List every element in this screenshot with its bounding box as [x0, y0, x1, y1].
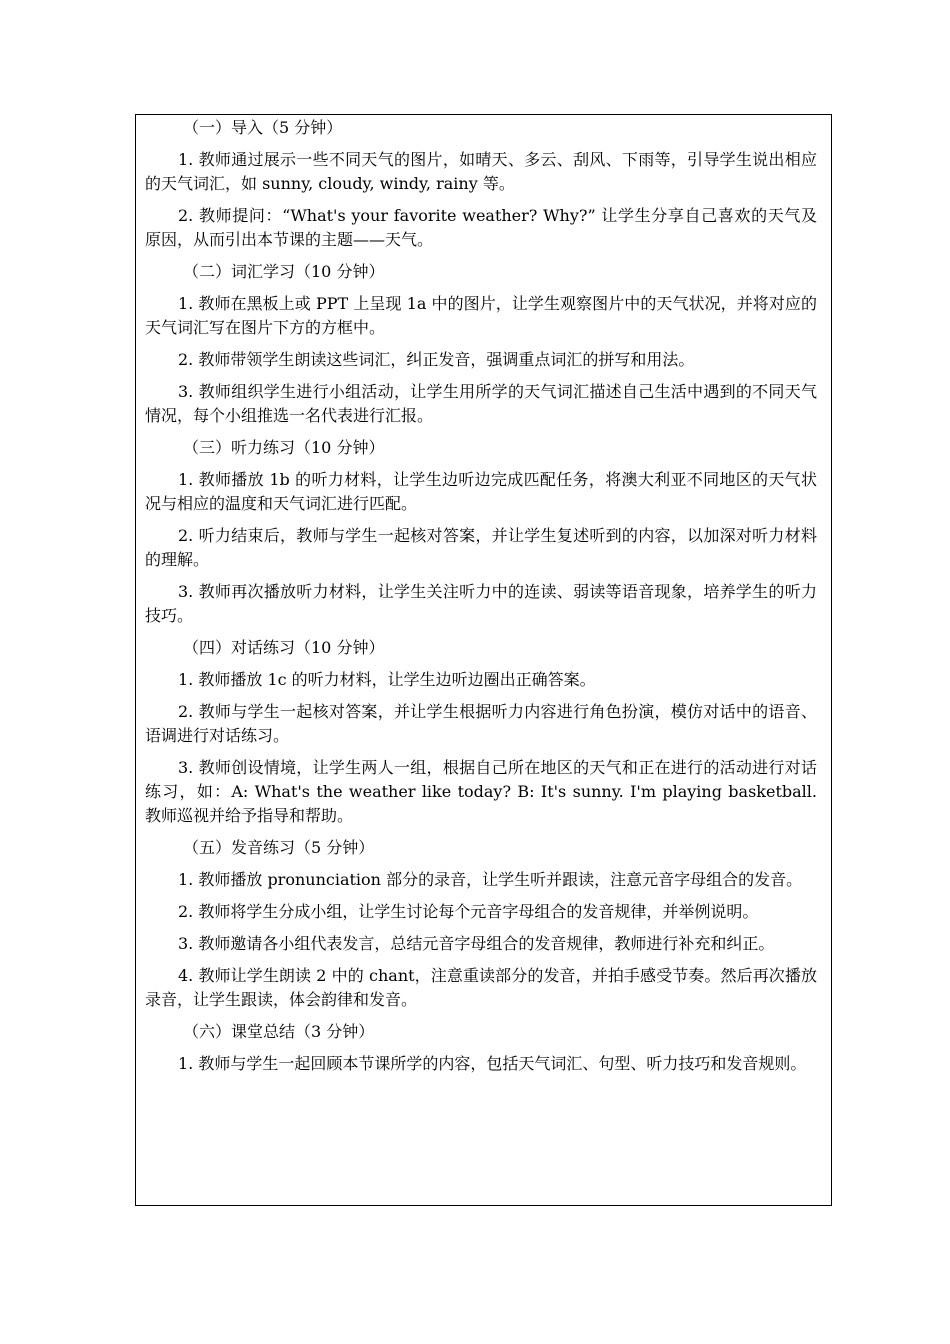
paragraph: 1. 教师在黑板上或 PPT 上呈现 1a 中的图片，让学生观察图片中的天气状况，并将对应的天气词汇写在图片下方的方框中。: [145, 294, 817, 337]
paragraph: 1. 教师通过展示一些不同天气的图片，如晴天、多云、刮风、下雨等，引导学生说出相应的天气词汇，如 sunny, cloudy, windy, rainy 等。: [145, 150, 817, 193]
section-heading-intro: （一）导入（5 分钟）: [183, 118, 343, 137]
section-heading-dialogue: （四）对话练习（10 分钟）: [183, 638, 385, 657]
paragraph: 4. 教师让学生朗读 2 中的 chant，注意重读部分的发音，并拍手感受节奏。然后再次播放录音，让学生跟读，体会韵律和发音。: [145, 966, 817, 1009]
paragraph: 1. 教师播放 1c 的听力材料，让学生边听边圈出正确答案。: [178, 670, 596, 689]
paragraph: 2. 教师带领学生朗读这些词汇，纠正发音，强调重点词汇的拼写和用法。: [178, 350, 695, 369]
paragraph: 3. 教师创设情境，让学生两人一组，根据自己所在地区的天气和正在进行的活动进行对话练习，如：A: What's the weather like today? B: It's sunny. I'm playing basketball. 教师巡视并给予指导和帮助。: [145, 758, 817, 825]
lesson-steps: [145, 116, 817, 1076]
section-heading-pronunciation: （五）发音练习（5 分钟）: [183, 838, 375, 857]
paragraph: 3. 教师再次播放听力材料，让学生关注听力中的连读、弱读等语音现象，培养学生的听力技巧。: [145, 582, 817, 625]
paragraph: 2. 教师将学生分成小组，让学生讨论每个元音字母组合的发音规律，并举例说明。: [178, 902, 759, 921]
paragraph: 2. 教师与学生一起核对答案，并让学生根据听力内容进行角色扮演，模仿对话中的语音、语调进行对话练习。: [145, 702, 817, 745]
section-heading-summary: （六）课堂总结（3 分钟）: [183, 1022, 375, 1041]
paragraph: 1. 教师播放 1b 的听力材料，让学生边听边完成匹配任务，将澳大利亚不同地区的天气状况与相应的温度和天气词汇进行匹配。: [145, 470, 817, 513]
paragraph: 1. 教师与学生一起回顾本节课所学的内容，包括天气词汇、句型、听力技巧和发音规则。: [178, 1054, 807, 1073]
section-heading-listening: （三）听力练习（10 分钟）: [183, 438, 385, 457]
section-heading-vocabulary: （二）词汇学习（10 分钟）: [183, 262, 385, 281]
paragraph: 1. 教师播放 pronunciation 部分的录音，让学生听并跟读，注意元音字母组合的发音。: [178, 870, 803, 889]
paragraph: 2. 听力结束后，教师与学生一起核对答案，并让学生复述听到的内容，以加深对听力材料的理解。: [145, 526, 817, 569]
paragraph: 3. 教师邀请各小组代表发言，总结元音字母组合的发音规律，教师进行补充和纠正。: [178, 934, 775, 953]
paragraph: 3. 教师组织学生进行小组活动，让学生用所学的天气词汇描述自己生活中遇到的不同天气情况，每个小组推选一名代表进行汇报。: [145, 382, 817, 425]
paragraph: 2. 教师提问：“What's your favorite weather? Why?” 让学生分享自己喜欢的天气及原因，从而引出本节课的主题——天气。: [145, 206, 817, 249]
